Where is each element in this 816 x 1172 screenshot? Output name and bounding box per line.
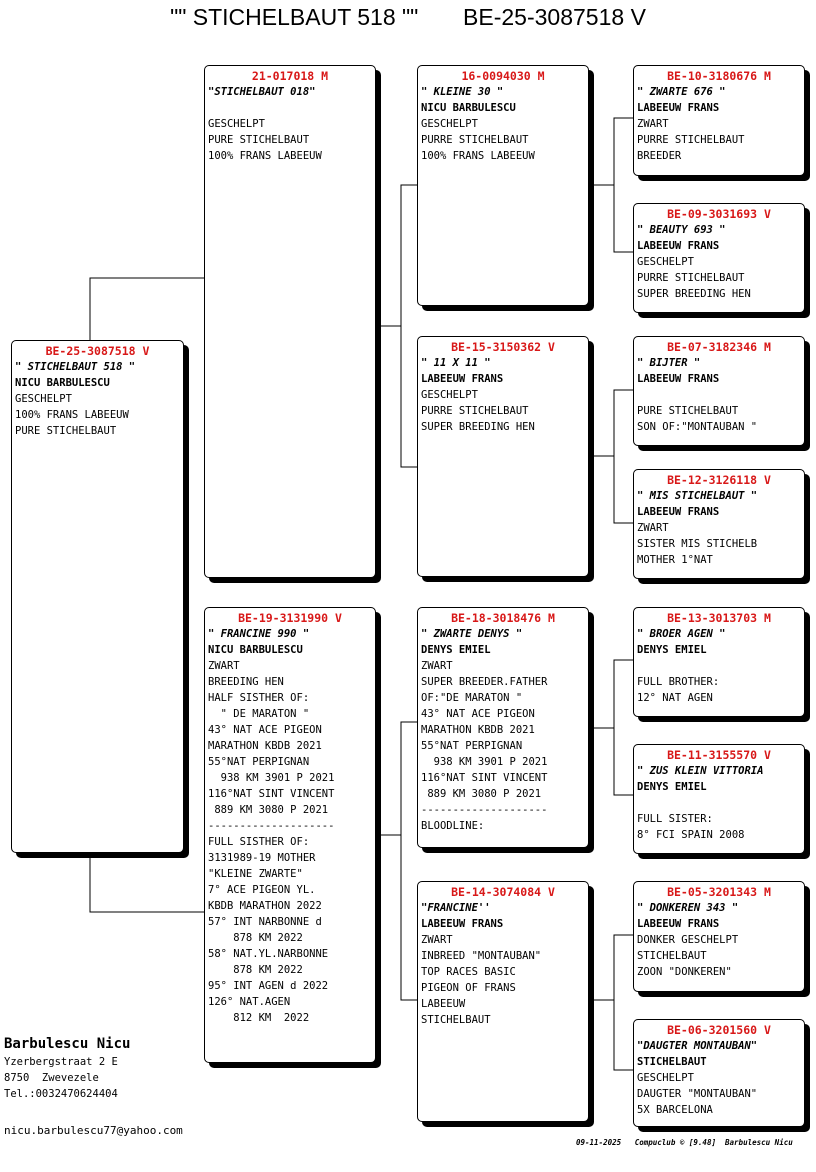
info-line: 55°NAT PERPIGNAN	[208, 756, 310, 768]
info-line: " DE MARATON "	[208, 708, 310, 720]
ring-number: BE-11-3155570 V	[667, 748, 771, 762]
ring-number: BE-12-3126118 V	[667, 473, 771, 487]
info-line: STICHELBAUT	[637, 950, 707, 962]
owner-email: nicu.barbulescu77@yahoo.com	[4, 1124, 183, 1137]
pigeon-card-great-grandparent	[633, 65, 805, 176]
info-line: 878 KM 2022	[208, 964, 303, 976]
ring-number: 21-017018 M	[251, 69, 329, 83]
ring-number: BE-15-3150362 V	[451, 340, 555, 354]
pigeon-card-great-grandparent	[633, 744, 805, 854]
info-line: TOP RACES BASIC	[421, 966, 516, 978]
info-line: PURRE STICHELBAUT	[637, 134, 745, 146]
info-line: 100% FRANS LABEEUW	[15, 409, 129, 421]
info-line: SUPER BREEDER.FATHER	[421, 676, 548, 688]
info-line: LABEEUW	[421, 998, 466, 1010]
info-line: 5X BARCELONA	[637, 1104, 713, 1116]
pigeon-card-great-grandparent	[633, 881, 805, 992]
ring-number: 16-0094030 M	[461, 69, 545, 83]
info-line: FULL SISTER:	[637, 813, 713, 825]
info-line: ZOON "DONKEREN"	[637, 966, 732, 978]
info-line: ZWART	[421, 660, 453, 672]
info-line: ZWART	[637, 522, 669, 534]
ring-number: BE-10-3180676 M	[667, 69, 771, 83]
info-line: INBREED "MONTAUBAN"	[421, 950, 542, 962]
info-line: SON OF:"MONTAUBAN "	[637, 421, 758, 433]
ring-number: BE-25-3087518 V	[45, 344, 150, 358]
pigeon-name: " BROER AGEN "	[637, 628, 726, 640]
info-line: HALF SISTHER OF:	[208, 692, 310, 704]
info-line: BREEDER	[637, 150, 682, 162]
pigeon-card-subject	[11, 340, 184, 853]
owner-street: Yzerbergstraat 2 E	[4, 1056, 118, 1068]
pigeon-card-great-grandparent	[633, 607, 805, 717]
info-line: MOTHER 1°NAT	[637, 554, 713, 566]
info-line	[208, 100, 375, 116]
info-line: 812 KM 2022	[208, 1012, 310, 1024]
info-line: 126° NAT.AGEN	[208, 996, 291, 1008]
info-line: --------------------	[208, 820, 335, 832]
info-line: ZWART	[637, 118, 669, 130]
info-line: GESCHELPT	[421, 389, 478, 401]
info-line: BREEDING HEN	[208, 676, 284, 688]
pigeon-name: " STICHELBAUT 518 "	[15, 361, 136, 373]
pigeon-card-grandparent	[417, 607, 589, 848]
breeder-name: LABEEUW FRANS	[421, 918, 504, 930]
breeder-name: LABEEUW FRANS	[637, 373, 720, 385]
info-line: 43° NAT ACE PIGEON	[208, 724, 322, 736]
info-line: FULL BROTHER:	[637, 676, 720, 688]
pigeon-name: " BEAUTY 693 "	[637, 224, 726, 236]
breeder-name: NICU BARBULESCU	[208, 644, 303, 656]
info-line: 116°NAT SINT VINCENT	[208, 788, 335, 800]
info-line: GESCHELPT	[421, 118, 478, 130]
owner-info	[4, 1034, 130, 1102]
breeder-name: STICHELBAUT	[637, 1056, 707, 1068]
info-line: PURE STICHELBAUT	[15, 425, 117, 437]
info-line: 8° FCI SPAIN 2008	[637, 829, 745, 841]
info-line: GESCHELPT	[637, 1072, 694, 1084]
breeder-name: NICU BARBULESCU	[15, 377, 110, 389]
pigeon-card-great-grandparent	[633, 469, 805, 579]
ring-number: BE-09-3031693 V	[667, 207, 771, 221]
pigeon-name: " BIJTER "	[637, 357, 701, 369]
info-line	[637, 658, 804, 674]
info-line: 100% FRANS LABEEUW	[208, 150, 322, 162]
owner-name: Barbulescu Nicu	[4, 1036, 131, 1052]
pigeon-card-great-grandparent	[633, 1019, 805, 1127]
pigeon-name: "DAUGTER MONTAUBAN"	[637, 1040, 758, 1052]
pigeon-card-dam	[204, 607, 376, 1063]
info-line: 55°NAT PERPIGNAN	[421, 740, 523, 752]
info-line	[637, 795, 804, 811]
pigeon-name: " ZUS KLEIN VITTORIA	[637, 765, 764, 777]
breeder-name: LABEEUW FRANS	[637, 102, 720, 114]
pigeon-name: " FRANCINE 990 "	[208, 628, 310, 640]
pigeon-card-great-grandparent	[633, 203, 805, 313]
breeder-name: NICU BARBULESCU	[421, 102, 516, 114]
pigeon-card-grandparent	[417, 65, 589, 306]
breeder-name: LABEEUW FRANS	[637, 918, 720, 930]
info-line: STICHELBAUT	[421, 1014, 491, 1026]
ring-number: BE-07-3182346 M	[667, 340, 771, 354]
page-title: "" STICHELBAUT 518 "" BE-25-3087518 V	[170, 4, 646, 30]
breeder-name: DENYS EMIEL	[637, 644, 707, 656]
info-line: DONKER GESCHELPT	[637, 934, 739, 946]
breeder-name: DENYS EMIEL	[637, 781, 707, 793]
info-line: BLOODLINE:	[421, 820, 485, 832]
ring-number: BE-14-3074084 V	[451, 885, 555, 899]
ring-number: BE-13-3013703 M	[667, 611, 771, 625]
footer-text: 09-11-2025 Compuclub © [9.48] Barbulescu Nicu	[576, 1138, 793, 1147]
info-line: 889 KM 3080 P 2021	[208, 804, 329, 816]
ring-number: BE-05-3201343 M	[667, 885, 771, 899]
ring-number: BE-19-3131990 V	[238, 611, 342, 625]
info-line: PURRE STICHELBAUT	[637, 272, 745, 284]
info-line: MARATHON KBDB 2021	[421, 724, 535, 736]
info-line: ZWART	[421, 934, 453, 946]
info-line: 57° INT NARBONNE d	[208, 916, 322, 928]
info-line: KBDB MARATHON 2022	[208, 900, 322, 912]
pigeon-card-great-grandparent	[633, 336, 805, 446]
info-line: --------------------	[421, 804, 548, 816]
info-line: 3131989-19 MOTHER	[208, 852, 316, 864]
info-line: GESCHELPT	[637, 256, 694, 268]
info-line: OF:"DE MARATON "	[421, 692, 523, 704]
info-line: PURRE STICHELBAUT	[421, 405, 529, 417]
info-line: 938 KM 3901 P 2021	[208, 772, 335, 784]
info-line: PURE STICHELBAUT	[208, 134, 310, 146]
info-line: 116°NAT SINT VINCENT	[421, 772, 548, 784]
info-line: MARATHON KBDB 2021	[208, 740, 322, 752]
pigeon-name: " MIS STICHELBAUT "	[637, 490, 758, 502]
pigeon-name: "STICHELBAUT 018"	[208, 86, 316, 98]
breeder-name: LABEEUW FRANS	[637, 506, 720, 518]
info-line: PIGEON OF FRANS	[421, 982, 516, 994]
info-line: 889 KM 3080 P 2021	[421, 788, 542, 800]
pigeon-name: " ZWARTE 676 "	[637, 86, 726, 98]
info-line: SUPER BREEDING HEN	[421, 421, 535, 433]
info-line: 878 KM 2022	[208, 932, 303, 944]
ring-number: BE-06-3201560 V	[667, 1023, 771, 1037]
info-line: GESCHELPT	[208, 118, 265, 130]
pigeon-card-grandparent	[417, 336, 589, 577]
ring-number: BE-18-3018476 M	[451, 611, 555, 625]
owner-city: 8750 Zwevezele	[4, 1072, 99, 1084]
info-line: FULL SISTHER OF:	[208, 836, 310, 848]
info-line: DAUGTER "MONTAUBAN"	[637, 1088, 758, 1100]
breeder-name: LABEEUW FRANS	[421, 373, 504, 385]
pigeon-name: " KLEINE 30 "	[421, 86, 504, 98]
pigeon-card-sire	[204, 65, 376, 578]
info-line: SISTER MIS STICHELB	[637, 538, 758, 550]
pigeon-name: "FRANCINE''	[421, 902, 491, 914]
info-line: 7° ACE PIGEON YL.	[208, 884, 316, 896]
info-line	[637, 387, 804, 403]
info-line: GESCHELPT	[15, 393, 72, 405]
info-line: 938 KM 3901 P 2021	[421, 756, 548, 768]
info-line: PURE STICHELBAUT	[637, 405, 739, 417]
pigeon-name: " ZWARTE DENYS "	[421, 628, 523, 640]
info-line: 100% FRANS LABEEUW	[421, 150, 535, 162]
info-line: SUPER BREEDING HEN	[637, 288, 751, 300]
pigeon-card-grandparent	[417, 881, 589, 1122]
info-line: 95° INT AGEN d 2022	[208, 980, 329, 992]
info-line: 43° NAT ACE PIGEON	[421, 708, 535, 720]
info-line: 58° NAT.YL.NARBONNE	[208, 948, 329, 960]
info-line: 12° NAT AGEN	[637, 692, 713, 704]
breeder-name: DENYS EMIEL	[421, 644, 491, 656]
breeder-name: LABEEUW FRANS	[637, 240, 720, 252]
info-line: PURRE STICHELBAUT	[421, 134, 529, 146]
pigeon-name: " DONKEREN 343 "	[637, 902, 739, 914]
pigeon-name: " 11 X 11 "	[421, 357, 491, 369]
info-line: "KLEINE ZWARTE"	[208, 868, 303, 880]
owner-phone: Tel.:0032470624404	[4, 1088, 118, 1100]
info-line: ZWART	[208, 660, 240, 672]
